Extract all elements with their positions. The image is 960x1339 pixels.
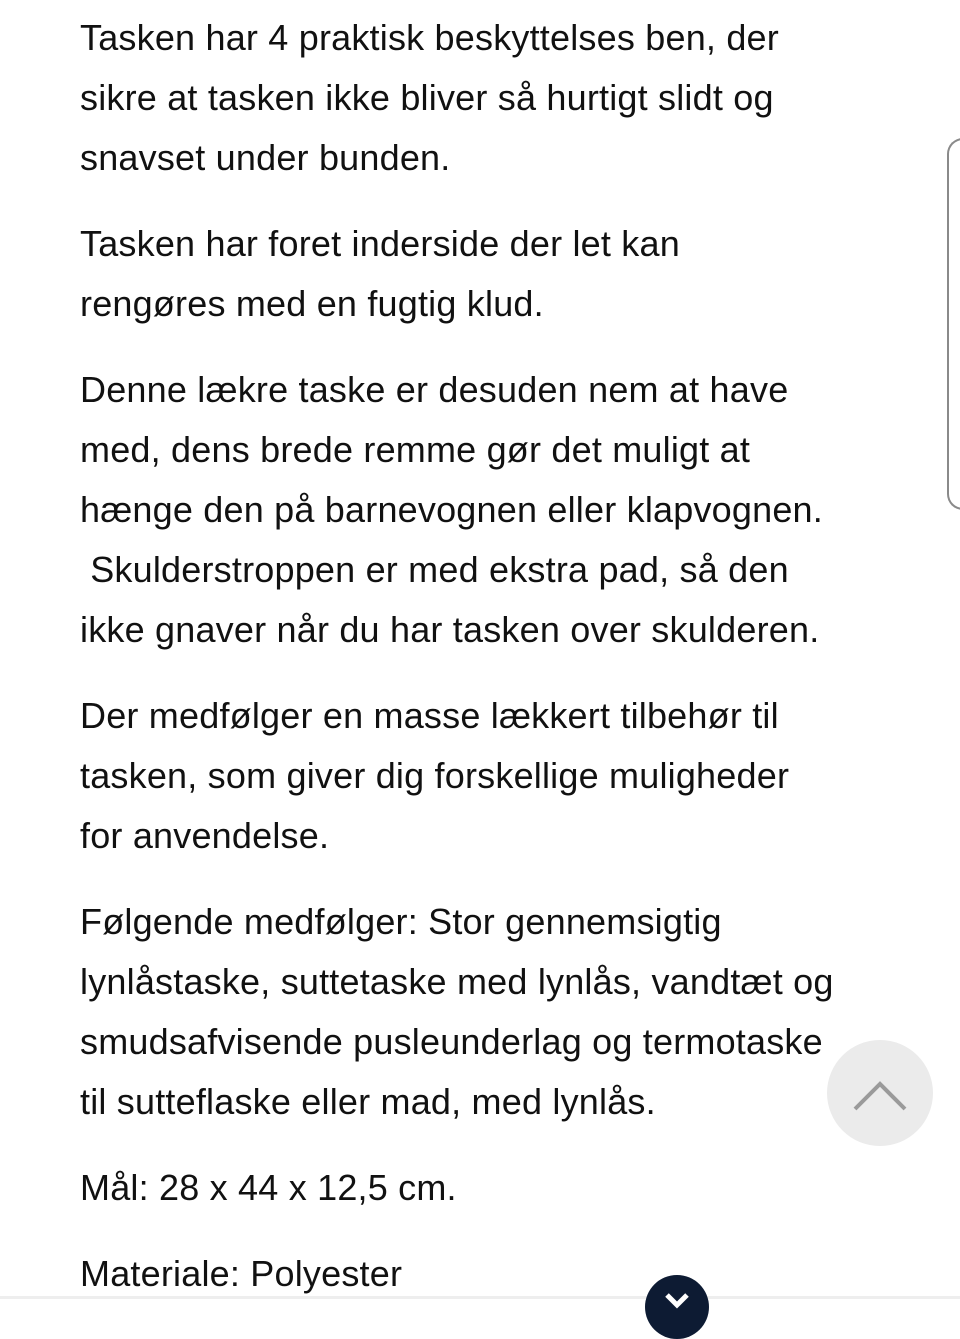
text-line: Tasken har foret inderside der let kan (80, 223, 680, 264)
scroll-to-top-button[interactable] (827, 1040, 933, 1146)
text-line: med, dens brede remme gør det muligt at (80, 429, 751, 470)
text-line: snavset under bunden. (80, 137, 451, 178)
chevron-up-icon (827, 1040, 933, 1146)
text-line: rengøres med en fugtig klud. (80, 283, 544, 324)
text-line: Skulderstroppen er med ekstra pad, så den (80, 549, 789, 590)
text-line: Mål: 28 x 44 x 12,5 cm. (80, 1167, 457, 1208)
text-line: Tasken har 4 praktisk beskyttelses ben, der (80, 17, 779, 58)
product-description (80, 8, 900, 1330)
text-line: Følgende medfølger: Stor gennemsigtig (80, 901, 722, 942)
paragraph-legs (80, 8, 900, 188)
text-line: til sutteflaske eller mad, med lynlås. (80, 1081, 656, 1122)
text-line: for anvendelse. (80, 815, 330, 856)
text-line: sikre at tasken ikke bliver så hurtigt slidt og (80, 77, 774, 118)
side-drawer-handle[interactable] (947, 138, 960, 510)
paragraph-dimensions (80, 1158, 900, 1218)
paragraph-material (80, 1244, 900, 1304)
paragraph-lining (80, 214, 900, 334)
text-line: smudsafvisende pusleunderlag og termotaske (80, 1021, 823, 1062)
text-line: ikke gnaver når du har tasken over skulderen. (80, 609, 820, 650)
text-line: Der medfølger en masse lækkert tilbehør til (80, 695, 779, 736)
paragraph-accessories (80, 686, 900, 866)
paragraph-straps (80, 360, 900, 660)
text-line: Denne lækre taske er desuden nem at have (80, 369, 789, 410)
text-line: lynlåstaske, suttetaske med lynlås, vandtæt og (80, 961, 834, 1002)
text-line: Materiale: Polyester (80, 1253, 403, 1294)
chevron-down-icon (645, 1275, 709, 1339)
text-line: tasken, som giver dig forskellige muligheder (80, 755, 790, 796)
chat-button[interactable] (645, 1275, 709, 1339)
text-line: hænge den på barnevognen eller klapvognen. (80, 489, 823, 530)
paragraph-included (80, 892, 900, 1132)
